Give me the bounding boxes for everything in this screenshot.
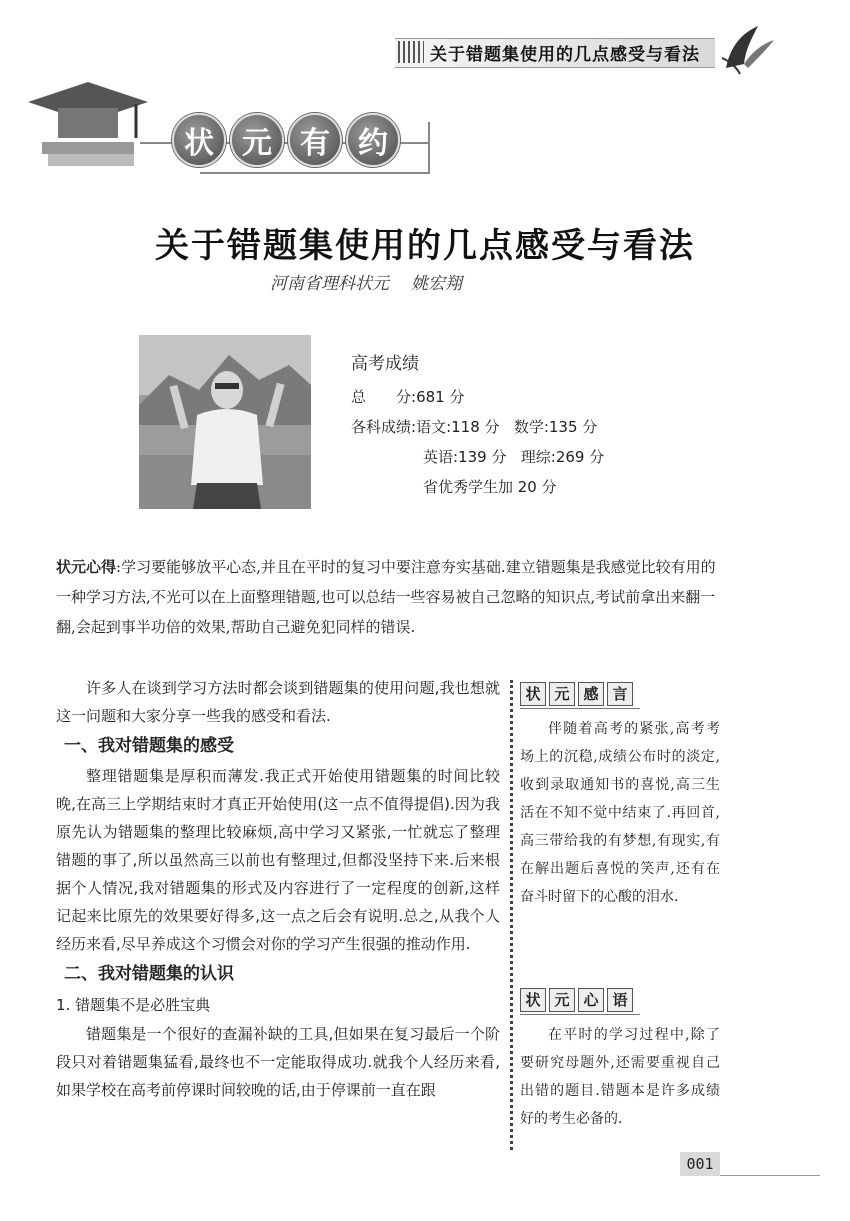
section-badge: 有 xyxy=(288,113,342,167)
banner-frame-bottom xyxy=(200,172,430,174)
sidebar-tag-row xyxy=(520,986,640,1015)
sidebar-box-ganyan xyxy=(520,680,720,911)
score-total-label: 总 分: xyxy=(351,388,417,406)
sidebar-tag: 心 xyxy=(578,988,604,1012)
sidebar-text: 伴随着高考的紧张,高考考场上的沉稳,成绩公布时的淡定,收到录取通知书的喜悦,高三生活在不知不觉中结束了.再回首,高三带给我的有梦想,有现实,有在解出题后喜悦的笑声,还有在奋斗时留下的心酸的泪水. xyxy=(520,721,720,905)
sidebar-tag: 感 xyxy=(578,682,604,706)
score-subjects xyxy=(351,412,604,442)
section-badge: 状 xyxy=(172,113,226,167)
score-chinese: 语文:118 分 xyxy=(416,418,500,436)
header-stripes xyxy=(398,41,424,63)
page-number-rule xyxy=(720,1175,820,1176)
sidebar-tag: 语 xyxy=(607,988,633,1012)
score-total-value: 681 分 xyxy=(416,388,465,406)
leaf-logo-icon xyxy=(718,18,776,76)
running-header-title: 关于错题集使用的几点感受与看法 xyxy=(430,45,700,65)
sidebar-tag: 元 xyxy=(549,988,575,1012)
intro-paragraph: 许多人在谈到学习方法时都会谈到错题集的使用问题,我也想就这一问题和大家分享一些我的感受和看法. xyxy=(56,679,500,725)
graduation-cap-icon xyxy=(28,82,148,172)
score-block xyxy=(351,352,604,502)
banner-frame-right xyxy=(428,122,430,174)
score-english: 英语:139 分 xyxy=(423,448,507,466)
xinde-text: :学习要能够放平心态,并且在平时的复习中要注意夯实基础.建立错题集是我感觉比较有用的一种学习方法,不光可以在上面整理错题,也可以总结一些容易被自己忽略的知识点,考试前拿出来翻一翻,会起到事半功倍的效果,帮助自己避免犯同样的错误. xyxy=(56,558,716,636)
body-paragraph-2: 错题集是一个很好的查漏补缺的工具,但如果在复习最后一个阶段只对着错题集猛看,最终也不一定能取得成功.就我个人经历来看,如果学校在高考前停课时间较晚的话,由于停课前一直在跟 xyxy=(56,1025,500,1099)
score-total xyxy=(351,382,604,412)
sidebar-tag: 状 xyxy=(520,682,546,706)
author-line xyxy=(270,269,462,294)
xinde-paragraph xyxy=(56,552,726,642)
section-badge: 约 xyxy=(346,113,400,167)
main-column xyxy=(56,674,500,1104)
section-badges xyxy=(172,113,400,167)
subheading-1: 1. 错题集不是必胜宝典 xyxy=(56,996,211,1014)
section-badge: 元 xyxy=(230,113,284,167)
score-math: 数学:135 分 xyxy=(513,418,598,436)
column-divider xyxy=(510,680,513,1150)
score-row-2 xyxy=(351,442,604,472)
article-title: 关于错题集使用的几点感受与看法 xyxy=(155,226,695,266)
score-bonus: 省优秀学生加 20 分 xyxy=(423,478,557,496)
sidebar-tag: 元 xyxy=(549,682,575,706)
page-number: 001 xyxy=(680,1152,720,1176)
score-science: 理综:269 分 xyxy=(520,448,605,466)
sidebar-tag-row xyxy=(520,680,640,709)
author-org: 河南省理科状元 xyxy=(270,274,389,294)
author-photo xyxy=(139,335,311,509)
section-heading-1: 一、我对错题集的感受 xyxy=(64,736,234,756)
score-heading: 高考成绩 xyxy=(351,354,419,374)
sidebar-text: 在平时的学习过程中,除了要研究母题外,还需要重视自己出错的题目.错题本是许多成绩好的考生必备的. xyxy=(520,1027,720,1127)
section-heading-2: 二、我对错题集的认识 xyxy=(64,964,234,984)
xinde-label: 状元心得 xyxy=(56,558,117,576)
score-subjects-label: 各科成绩: xyxy=(351,418,417,436)
author-name: 姚宏翔 xyxy=(411,274,462,294)
sidebar-box-xinyu xyxy=(520,986,720,1133)
body-paragraph-1: 整理错题集是厚积而薄发.我正式开始使用错题集的时间比较晚,在高三上学期结束时才真正开始使用(这一点不值得提倡).因为我原先认为错题集的整理比较麻烦,高中学习又紧张,一忙就忘了整理错题的事了,所以虽然高三以前也有整理过,但都没坚持下来.后来根据个人情况,我对错题集的形式及内容进行了一定程度的创新,这样记起来比原先的效果要好得多,这一点之后会有说明.总之,从我个人经历来看,尽早养成这个习惯会对你的学习产生很强的推动作用. xyxy=(56,767,500,953)
sidebar-tag: 状 xyxy=(520,988,546,1012)
sidebar-tag: 言 xyxy=(607,682,633,706)
